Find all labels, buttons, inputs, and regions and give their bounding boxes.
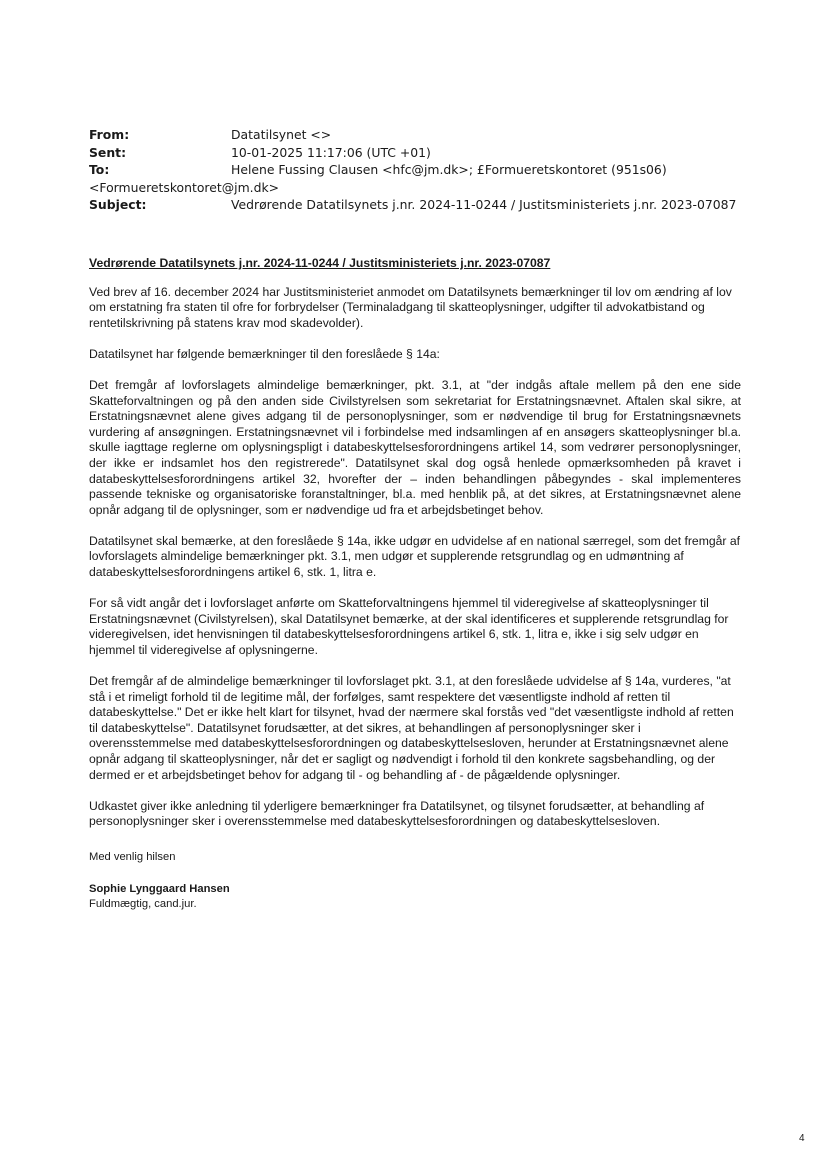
paragraph-proportionality: Det fremgår af de almindelige bemærkninger til lovforslaget pkt. 3.1, at den foreslåede udvidelse af § 14a, vurderes, "at stå i et rimeligt forhold til de legitime mål, der forfølges, samt respektere det væsentligste indhold af retten til databeskyttelse." Det er ikke helt klart for tilsynet, hvad der nærmere skal forstås ved "det væsentligste indhold af retten til databeskyttelse". Datatilsynet forudsætter, at det sikres, at behandlingen af personoplysninger sker i overensstemmelse med databeskyttelsesforordningen og databeskyttelsesloven, herunder at Erstatningsnævnet alene opnår adgang til skatteoplysninger, når det er sagligt og nødvendigt i forhold til den konkrete sagsbehandling, og der dermed er et arbejdsbetinget behov for adgang til - og behandling af - de pågældende oplysninger. — [89, 673, 734, 782]
signature-title: Fuldmægtig, cand.jur. — [89, 897, 197, 910]
to-value: Helene Fussing Clausen <hfc@jm.dk>; £Formueretskontoret (951s06) — [231, 162, 667, 178]
paragraph-conclusion: Udkastet giver ikke anledning til yderligere bemærkninger fra Datatilsynet, og tilsynet forudsætter, at behandling af personoplysninger sker i overensstemmelse med databeskyttelsesforordningen og databeskyttelsesloven. — [89, 798, 705, 829]
subject-value: Vedrørende Datatilsynets j.nr. 2024-11-0244 / Justitsministeriets j.nr. 2023-07087 — [231, 197, 737, 213]
subject-label: Subject: — [89, 197, 147, 213]
from-label: From: — [89, 127, 130, 142]
to-label: To: — [89, 162, 110, 178]
letter-body — [89, 256, 741, 912]
page-number: 4 — [799, 1133, 805, 1144]
sent-row — [89, 144, 749, 162]
paragraph-article-32: Det fremgår af lovforslagets almindelige bemærkninger, pkt. 3.1, at "der indgås aftale mellem på den ene side Skatteforvaltningen og på den anden side Civilstyrelsen som sekretariat for Erstatningsnævnet. Aftalen skal sikre, at Erstatningsnævnet alene gives adgang til de personoplysninger, som er nødvendige til brug for Erstatningsnævnets vurdering af ansøgningen. Erstatningsnævnet vil i forbindelse med indsamlingen af en ansøgers skatteoplysninger bl.a. skulle iagttage reglerne om oplysningspligt i databeskyttelsesforordningens artikel 14, som vedrører personoplysninger, der ikke er indsamlet hos den registrerede". Datatilsynet skal dog også henlede opmærksomheden på kravet i databeskyttelsesforordningens artikel 32, hvorefter der – inden behandlingen påbegyndes - skal implementeres passende tekniske og organisatoriske foranstaltninger, bl.a. med henblik på, at det sikres, at Erstatningsnævnet alene opnår adgang til de oplysninger, som er nødvendige ud fra et arbejdsbetinget behov. — [89, 377, 741, 517]
signature-name: Sophie Lynggaard Hansen — [89, 882, 230, 895]
paragraph-remarks-lead: Datatilsynet har følgende bemærkninger til den foreslåede § 14a: — [89, 346, 440, 361]
to-continuation: <Formueretskontoret@jm.dk> — [89, 179, 280, 195]
paragraph-intro: Ved brev af 16. december 2024 har Justitsministeriet anmodet om Datatilsynets bemærkninger til lov om ændring af lov om erstatning fra staten til ofre for forbrydelser (Terminaladgang til skatteoplysninger, udgifter til advokatbistand og rentetilskrivning på statens krav mod skadevolder). — [89, 284, 732, 330]
paragraph-14a-note: Datatilsynet skal bemærke, at den foreslåede § 14a, ikke udgør en udvidelse af en national særregel, som det fremgår af lovforslagets almindelige bemærkninger pkt. 3.1, men udgør et supplerende retsgrundlag og en udmøntning af databeskyttelsesforordningens artikel 6, stk. 1, litra e. — [89, 533, 741, 579]
sent-label: Sent: — [89, 144, 127, 160]
to-row — [89, 161, 749, 179]
email-header — [89, 126, 749, 214]
subject-row — [89, 196, 749, 214]
closing-greeting: Med venlig hilsen — [89, 850, 176, 863]
from-value: Datatilsynet <> — [231, 127, 332, 142]
paragraph-disclosure: For så vidt angår det i lovforslaget anførte om Skatteforvaltningens hjemmel til videregivelse af skatteoplysninger til Erstatningsnævnet (Civilstyrelsen), skal Datatilsynet bemærke, at der skal identificeres et supplerende retsgrundlag for videregivelsen, idet henvisningen til databeskyttelsesforordningens artikel 6, stk. 1, litra e, ikke i sig selv udgør en hjemmel til videregivelse af oplysningerne. — [89, 596, 729, 657]
from-row — [89, 126, 749, 144]
letter-heading: Vedrørende Datatilsynets j.nr. 2024-11-0244 / Justitsministeriets j.nr. 2023-07087 — [89, 256, 551, 270]
signature-block — [89, 882, 741, 912]
sent-value: 10-01-2025 11:17:06 (UTC +01) — [231, 144, 431, 160]
